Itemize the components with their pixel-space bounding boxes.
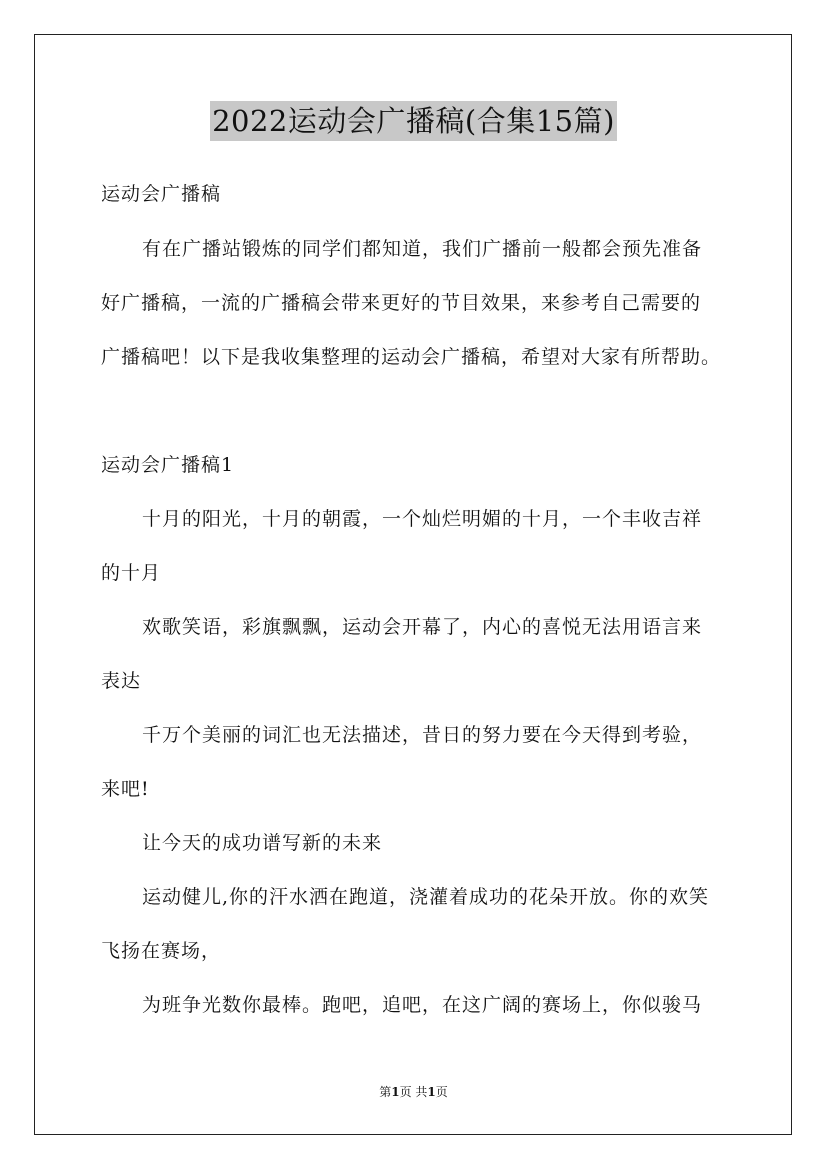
- title-container: [0, 101, 827, 141]
- paragraph-line: 广播稿吧！以下是我收集整理的运动会广播稿，希望对大家有所帮助。: [101, 346, 722, 368]
- paragraph-line: 十月的阳光，十月的朝霞，一个灿烂明媚的十月，一个丰收吉祥: [142, 508, 703, 530]
- footer-page-current: 1: [391, 1085, 400, 1099]
- paragraph-line: 有在广播站锻炼的同学们都知道，我们广播前一般都会预先准备: [142, 238, 703, 260]
- paragraph-line: 千万个美丽的词汇也无法描述，昔日的努力要在今天得到考验，: [142, 724, 703, 746]
- paragraph-line: 表达: [101, 670, 142, 692]
- footer-page-mid: 页 共: [399, 1085, 428, 1099]
- footer-page-suffix: 页: [435, 1085, 448, 1099]
- footer-page-total: 1: [427, 1085, 436, 1099]
- paragraph-line: 运动健儿,你的汗水洒在跑道，浇灌着成功的花朵开放。你的欢笑: [142, 886, 710, 908]
- paragraph-line: 好广播稿，一流的广播稿会带来更好的节目效果，来参考自己需要的: [101, 292, 702, 314]
- document-title: 2022运动会广播稿(合集15篇): [210, 101, 617, 141]
- paragraph-line: 让今天的成功谱写新的未来: [142, 832, 383, 854]
- paragraph-line: 来吧!: [101, 778, 150, 800]
- footer-page-prefix: 第: [379, 1085, 392, 1099]
- section-heading: 运动会广播稿1: [101, 454, 235, 476]
- paragraph-line: 欢歌笑语，彩旗飘飘，运动会开幕了，内心的喜悦无法用语言来: [142, 616, 703, 638]
- section-heading: 运动会广播稿: [101, 183, 222, 205]
- paragraph-line: 的十月: [101, 562, 162, 584]
- paragraph-line: 飞扬在赛场，: [101, 940, 222, 962]
- paragraph-line: 为班争光数你最棒。跑吧，追吧，在这广阔的赛场上，你似骏马: [142, 994, 703, 1016]
- page-footer: [0, 1083, 827, 1101]
